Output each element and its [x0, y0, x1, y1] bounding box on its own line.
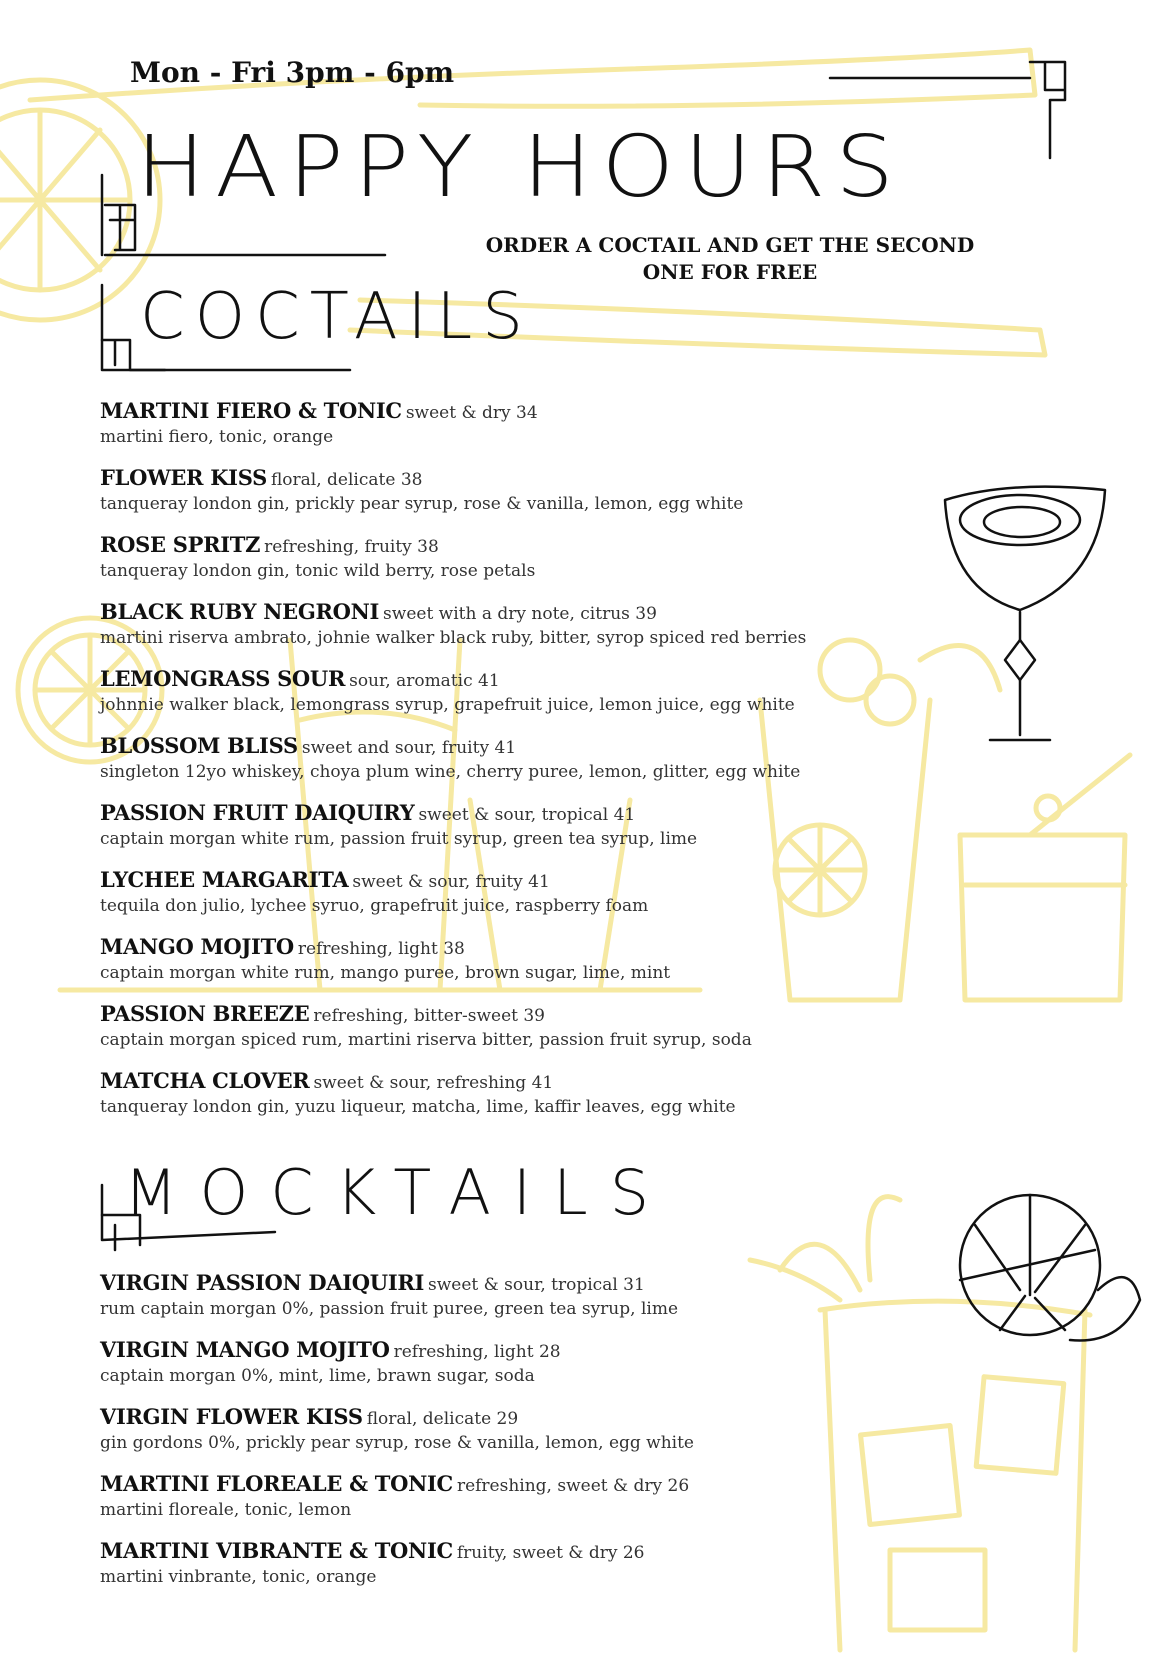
- item-flavor-price: sweet & sour, fruity 41: [352, 872, 550, 892]
- menu-item: [100, 1471, 880, 1538]
- old-fashioned-glass-icon: [960, 755, 1130, 1000]
- item-name: MANGO MOJITO: [100, 934, 294, 959]
- page-title: HAPPY HOURS: [136, 118, 904, 217]
- item-ingredients: johnnie walker black, lemongrass syrup, grapefruit juice, lemon juice, egg white: [100, 695, 795, 715]
- item-flavor-price: refreshing, bitter-sweet 39: [313, 1006, 545, 1026]
- item-name: MARTINI VIBRANTE & TONIC: [100, 1538, 453, 1563]
- item-flavor-price: floral, delicate 29: [366, 1409, 519, 1429]
- item-flavor-price: sweet with a dry note, citrus 39: [383, 604, 657, 624]
- item-ingredients: tanqueray london gin, yuzu liqueur, matcha, lime, kaffir leaves, egg white: [100, 1097, 736, 1117]
- item-flavor-price: fruity, sweet & dry 26: [456, 1543, 645, 1563]
- item-flavor-price: refreshing, light 38: [297, 939, 465, 959]
- item-ingredients: tanqueray london gin, prickly pear syrup, rose & vanilla, lemon, egg white: [100, 494, 744, 514]
- item-ingredients: singleton 12yo whiskey, choya plum wine, cherry puree, lemon, glitter, egg white: [100, 762, 801, 782]
- item-name: PASSION FRUIT DAIQUIRY: [100, 800, 415, 825]
- offer-line-2: ONE FOR FREE: [642, 260, 818, 284]
- item-flavor-price: refreshing, fruity 38: [264, 537, 439, 557]
- happy-hour-times: Mon - Fri 3pm - 6pm: [130, 56, 455, 89]
- item-name: MARTINI FLOREALE & TONIC: [100, 1471, 453, 1496]
- mocktails-section-title: MOCKTAILS: [124, 1156, 672, 1229]
- item-ingredients: martini floreale, tonic, lemon: [100, 1500, 352, 1520]
- item-name: BLACK RUBY NEGRONI: [100, 599, 380, 624]
- menu-item: [100, 1538, 880, 1605]
- item-ingredients: captain morgan white rum, mango puree, brown sugar, lime, mint: [100, 963, 671, 983]
- item-name: PASSION BREEZE: [100, 1001, 310, 1026]
- item-ingredients: captain morgan white rum, passion fruit syrup, green tea syrup, lime: [100, 829, 698, 849]
- menu-item: [100, 1337, 880, 1404]
- item-flavor-price: sweet & sour, tropical 41: [418, 805, 636, 825]
- item-flavor-price: sweet & sour, tropical 31: [428, 1275, 645, 1295]
- item-flavor-price: refreshing, light 28: [393, 1342, 561, 1362]
- item-ingredients: martini riserva ambrato, johnie walker black ruby, bitter, syrop spiced red berries: [100, 628, 807, 648]
- mocktail-list: [100, 1270, 880, 1605]
- lemon-slice-ink-icon: [960, 1195, 1140, 1341]
- item-name: BLOSSOM BLISS: [100, 733, 298, 758]
- offer-text: [470, 232, 990, 286]
- item-ingredients: martini vinbrante, tonic, orange: [100, 1567, 377, 1587]
- item-ingredients: captain morgan 0%, mint, lime, brawn sugar, soda: [100, 1366, 535, 1386]
- menu-item: [100, 666, 880, 733]
- cocktails-section-title: COCTAILS: [140, 280, 533, 354]
- menu-item: [100, 465, 880, 532]
- item-ingredients: rum captain morgan 0%, passion fruit puree, green tea syrup, lime: [100, 1299, 678, 1319]
- item-ingredients: gin gordons 0%, prickly pear syrup, rose & vanilla, lemon, egg white: [100, 1433, 694, 1453]
- item-flavor-price: floral, delicate 38: [270, 470, 423, 490]
- menu-item: [100, 867, 880, 934]
- menu-item: [100, 532, 880, 599]
- offer-line-1: ORDER A COCTAIL AND GET THE SECOND: [485, 233, 975, 257]
- item-flavor-price: sweet & dry 34: [405, 403, 538, 423]
- item-name: VIRGIN PASSION DAIQUIRI: [100, 1270, 425, 1295]
- cocktail-list: [100, 398, 880, 1135]
- item-ingredients: tanqueray london gin, tonic wild berry, rose petals: [100, 561, 536, 581]
- cocktail-glass-icon: [945, 487, 1105, 740]
- item-ingredients: captain morgan spiced rum, martini riserva bitter, passion fruit syrup, soda: [100, 1030, 752, 1050]
- menu-item: [100, 398, 880, 465]
- item-name: MATCHA CLOVER: [100, 1068, 310, 1093]
- menu-item: [100, 1001, 880, 1068]
- item-name: MARTINI FIERO & TONIC: [100, 398, 402, 423]
- item-flavor-price: sweet and sour, fruity 41: [301, 738, 517, 758]
- item-name: VIRGIN FLOWER KISS: [100, 1404, 363, 1429]
- item-name: LYCHEE MARGARITA: [100, 867, 349, 892]
- item-name: VIRGIN MANGO MOJITO: [100, 1337, 390, 1362]
- menu-item: [100, 1270, 880, 1337]
- menu-item: [100, 1068, 880, 1135]
- item-flavor-price: sour, aromatic 41: [349, 671, 500, 691]
- item-flavor-price: sweet & sour, refreshing 41: [313, 1073, 554, 1093]
- menu-item: [100, 800, 880, 867]
- menu-item: [100, 934, 880, 1001]
- menu-item: [100, 1404, 880, 1471]
- item-name: ROSE SPRITZ: [100, 532, 261, 557]
- item-flavor-price: refreshing, sweet & dry 26: [456, 1476, 690, 1496]
- item-ingredients: martini fiero, tonic, orange: [100, 427, 334, 447]
- item-name: FLOWER KISS: [100, 465, 267, 490]
- item-name: LEMONGRASS SOUR: [100, 666, 346, 691]
- item-ingredients: tequila don julio, lychee syruo, grapefruit juice, raspberry foam: [100, 896, 649, 916]
- menu-item: [100, 733, 880, 800]
- menu-item: [100, 599, 880, 666]
